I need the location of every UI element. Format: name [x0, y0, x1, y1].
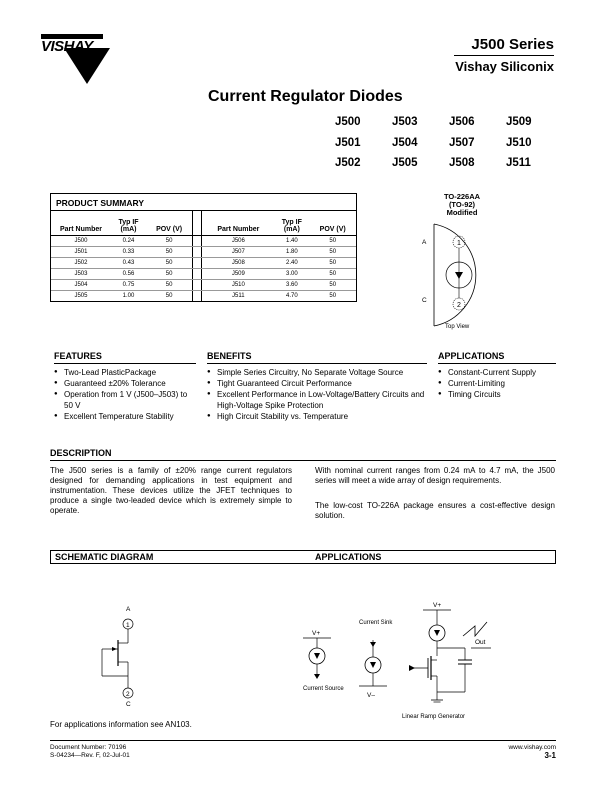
schematic-cathode-label: C — [126, 701, 131, 706]
list-item: ● Two-Lead PlasticPackage — [54, 367, 196, 378]
table-cell: 0.24 — [111, 235, 146, 246]
benefits-section — [207, 351, 427, 422]
part-row — [335, 116, 563, 137]
product-summary-table — [51, 211, 356, 301]
package-line1: TO-226AA — [443, 192, 481, 201]
source-vplus-label: V+ — [312, 630, 321, 637]
table-gap — [193, 211, 202, 235]
table-cell: J505 — [74, 292, 88, 299]
part-row — [335, 137, 563, 158]
table-cell: 0.75 — [111, 279, 146, 290]
pin1-label: 1 — [457, 240, 461, 247]
table-row — [51, 235, 356, 246]
schematic-pin2-label: 2 — [126, 691, 130, 698]
company-name: Vishay Siliconix — [455, 59, 554, 74]
table-cell: J508 — [202, 257, 274, 268]
page-title: Current Regulator Diodes — [208, 88, 403, 105]
application-circuits — [295, 600, 495, 720]
schematic-anode-label: A — [126, 606, 131, 613]
table-cell: 4.70 — [285, 292, 298, 299]
table-cell: 3.00 — [274, 268, 309, 279]
package-line3: Modified — [446, 208, 478, 217]
applications-section — [438, 351, 556, 400]
revision: S-04234—Rev. F, 02-Jul-01 — [50, 752, 130, 759]
vishay-logo — [41, 28, 131, 84]
table-cell: J504 — [51, 279, 111, 290]
package-line2: (TO-92) — [448, 200, 476, 209]
col-part-number: Part Number — [202, 211, 274, 235]
list-item: ● Excellent Temperature Stability — [54, 411, 196, 422]
header-divider — [454, 55, 554, 56]
source-out-arrow-icon — [314, 674, 320, 679]
features-rule — [54, 363, 196, 364]
table-cell: 50 — [329, 292, 337, 299]
benefits-heading: BENEFITS — [207, 351, 252, 361]
table-cell: J502 — [51, 257, 111, 268]
benefits-list — [207, 367, 427, 422]
features-heading: FEATURES — [54, 351, 102, 361]
table-cell: 50 — [165, 292, 173, 299]
document-number: Document Number: 70196 — [50, 744, 127, 751]
table-cell: 50 — [309, 235, 356, 246]
list-item: ● Simple Series Circuitry, No Separate Voltage Source — [207, 367, 427, 378]
part-number: J506 — [449, 116, 475, 128]
features-list — [54, 367, 196, 422]
table-row — [51, 268, 356, 279]
part-number: J501 — [335, 136, 361, 149]
product-summary-body — [51, 235, 356, 301]
pin-a-label: A — [422, 239, 427, 246]
table-cell: 0.33 — [111, 246, 146, 257]
logo-text: VISHAY — [41, 38, 93, 55]
description-right-2: The low-cost TO-226A package ensures a cost-effective design solution. — [315, 501, 555, 520]
list-item: ● Constant-Current Supply — [438, 367, 556, 378]
current-sink-label: Current Sink — [359, 620, 393, 626]
part-number: J511 — [506, 157, 531, 169]
ramp-out-label: Out — [475, 639, 486, 646]
table-cell: J506 — [202, 235, 274, 246]
part-number: J505 — [392, 157, 418, 169]
applications-heading: APPLICATIONS — [438, 351, 505, 361]
package-body — [434, 224, 476, 326]
ramp-vplus-label: V+ — [433, 602, 442, 609]
ramp-source-arrow-icon — [434, 630, 440, 636]
sink-vminus-label: V– — [367, 692, 375, 699]
list-item: ● Current-Limiting — [438, 378, 556, 389]
table-cell: 50 — [146, 268, 193, 279]
part-number: J510 — [506, 136, 532, 149]
table-cell: 0.43 — [111, 257, 146, 268]
schematic-diagram — [90, 604, 150, 706]
gate-drive-arrow-icon — [409, 665, 415, 671]
current-sink-arrow-icon — [370, 662, 376, 668]
product-summary — [50, 193, 357, 302]
footer-right — [508, 744, 556, 760]
sawtooth-waveform — [463, 622, 487, 636]
table-cell — [193, 246, 202, 257]
package-title — [432, 193, 492, 217]
table-cell: 3.60 — [274, 279, 309, 290]
applications-circuit-heading: APPLICATIONS — [315, 552, 382, 562]
package-outline-diagram — [422, 222, 522, 328]
part-number: J509 — [506, 116, 532, 128]
table-cell — [193, 268, 202, 279]
table-cell: J500 — [51, 235, 111, 246]
col-typ-if: Typ IF (mA) — [111, 211, 146, 235]
current-source-label: Current Source — [303, 686, 344, 692]
part-number: J502 — [335, 157, 361, 169]
features-section — [54, 351, 196, 422]
part-number: J507 — [449, 136, 475, 149]
description-left: The J500 series is a family of ±20% range current regulators designed for demanding applications in test equipment and instrumentation. These devices utilize the JFET techniques to produce a single two-leaded device which is extremely simple to operate. — [50, 466, 292, 515]
table-cell: J509 — [202, 268, 274, 279]
schematic-heading: SCHEMATIC DIAGRAM — [55, 552, 154, 562]
applications-note: For applications information see AN103. — [50, 720, 192, 729]
table-cell: 50 — [146, 246, 193, 257]
table-cell: J510 — [202, 279, 274, 290]
table-cell: J507 — [202, 246, 274, 257]
list-item: ● Operation from 1 V (J500–J503) to 50 V — [54, 389, 196, 411]
col-typ-if: Typ IF (mA) — [274, 211, 309, 235]
list-item: ● High Circuit Stability vs. Temperature — [207, 411, 427, 422]
footer-rule — [50, 740, 556, 741]
table-cell: 2.40 — [274, 257, 309, 268]
table-row — [51, 257, 356, 268]
table-cell — [193, 279, 202, 290]
pin-c-label: C — [422, 297, 427, 304]
table-row — [51, 290, 356, 301]
part-number: J508 — [449, 157, 475, 169]
table-cell — [193, 257, 202, 268]
col-pov: POV (V) — [309, 211, 356, 235]
product-summary-heading: PRODUCT SUMMARY — [51, 194, 356, 211]
page-number: 3-1 — [544, 751, 556, 760]
list-item: ● Timing Circuits — [438, 389, 556, 400]
table-cell: J503 — [51, 268, 111, 279]
table-cell: 1.40 — [274, 235, 309, 246]
benefits-rule — [207, 363, 427, 364]
series-title: J500 Series — [471, 36, 554, 53]
part-row — [335, 157, 563, 178]
table-cell: J501 — [51, 246, 111, 257]
list-item: ● Tight Guaranteed Circuit Performance — [207, 378, 427, 389]
description-heading: DESCRIPTION — [50, 448, 112, 458]
table-cell: 50 — [146, 279, 193, 290]
diode-arrow-icon — [455, 272, 463, 279]
col-part-number: Part Number — [51, 211, 111, 235]
table-row — [51, 246, 356, 257]
part-number: J500 — [335, 116, 361, 128]
sink-in-arrow-icon — [370, 642, 376, 647]
part-number: J503 — [392, 116, 418, 128]
footer-left — [50, 744, 130, 760]
website: www.vishay.com — [508, 744, 556, 751]
table-row — [51, 279, 356, 290]
gate-arrow-icon — [112, 647, 117, 651]
applications-rule — [438, 363, 556, 364]
schematic-pin1-label: 1 — [126, 622, 130, 629]
table-cell: 50 — [309, 268, 356, 279]
part-number-grid — [335, 116, 563, 178]
col-pov: POV (V) — [146, 211, 193, 235]
logo-triangle-icon — [64, 48, 110, 84]
table-cell: 50 — [146, 257, 193, 268]
table-cell: 50 — [146, 235, 193, 246]
table-cell: 50 — [309, 246, 356, 257]
table-cell — [193, 290, 202, 301]
table-cell: 1.80 — [274, 246, 309, 257]
list-item: ● Guaranteed ±20% Tolerance — [54, 378, 196, 389]
table-cell: 50 — [309, 279, 356, 290]
table-cell: 1.00 — [122, 292, 135, 299]
applications-list — [438, 367, 556, 400]
description-right-1: With nominal current ranges from 0.24 mA to 4.7 mA, the J500 series will meet a wide array of design requirements. — [315, 466, 555, 485]
schematic-applications-bar — [50, 550, 556, 564]
top-view-caption: Top View — [445, 324, 470, 330]
list-item: ● Excellent Performance in Low-Voltage/Battery Circuits and High-Voltage Spike Protection — [207, 389, 427, 411]
current-source-arrow-icon — [314, 653, 320, 659]
table-cell: 50 — [309, 257, 356, 268]
description-rule — [50, 460, 556, 461]
description-section — [50, 448, 556, 468]
ramp-caption: Linear Ramp Generator — [402, 714, 466, 720]
pin2-label: 2 — [457, 302, 461, 309]
part-number: J504 — [392, 136, 418, 149]
table-cell: J511 — [232, 292, 245, 299]
table-cell — [193, 235, 202, 246]
table-cell: 0.56 — [111, 268, 146, 279]
